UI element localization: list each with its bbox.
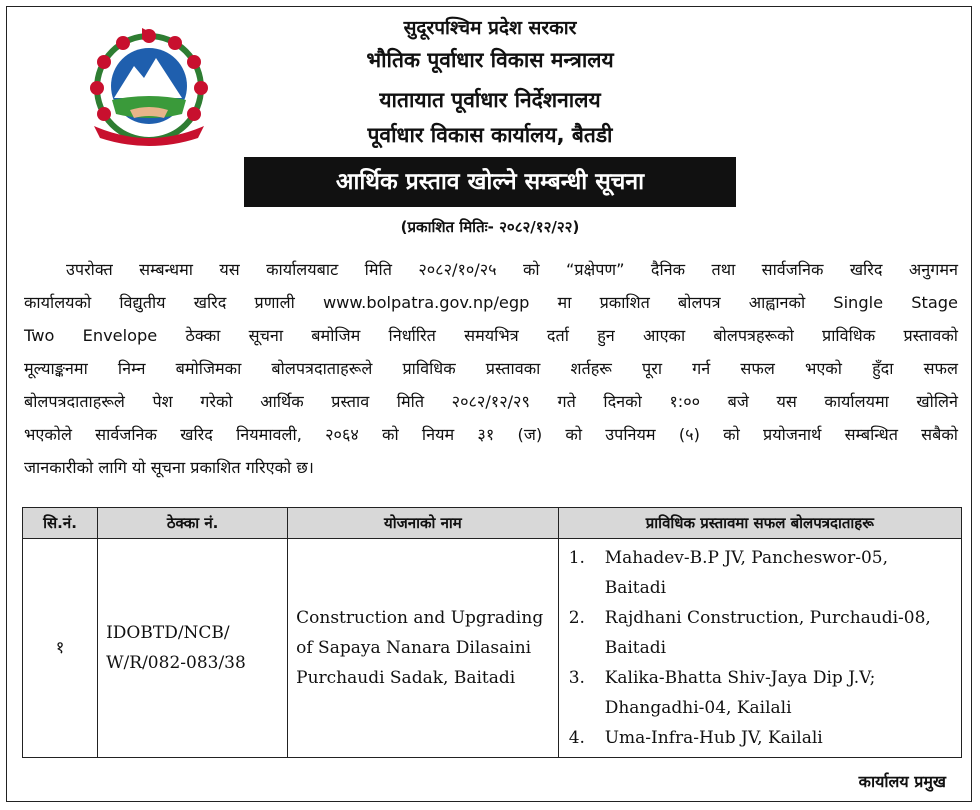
body-line: भएकोले सार्वजनिक खरिद नियमावली, २०६४ को नियम ३१ (ज) को उपनियम (५) को प्रयोजनार्थ सम्बन्धित सबैको: [24, 425, 958, 444]
notice-title: आर्थिक प्रस्ताव खोल्ने सम्बन्धी सूचना: [244, 157, 736, 207]
list-item: [568, 723, 953, 753]
bidder-number: 1.: [568, 548, 585, 568]
list-item: [568, 663, 953, 723]
table-header-row: [23, 508, 962, 539]
notice-body: [24, 253, 958, 484]
body-line: Two Envelope ठेक्का सूचना बमोजिम निर्धारित समयभित्र दर्ता हुन आएका बोलपत्रहरूको प्राविधिक प्रस्तावको: [24, 326, 958, 345]
header-directorate: यातायात पूर्वाधार निर्देशनालय: [379, 88, 601, 112]
list-item: [568, 603, 953, 663]
table-row: [23, 539, 962, 758]
list-item: [568, 543, 953, 603]
bidder-name: Uma-Infra-Hub JV, Kailali: [604, 728, 823, 748]
cell-sn: १: [23, 539, 98, 758]
bidder-table: [22, 507, 962, 758]
cell-bidders: [558, 539, 961, 758]
body-line: बोलपत्रदाताहरूले पेश गरेको आर्थिक प्रस्ताव मिति २०८२/१२/२९ गते दिनको १:०० बजे यस कार्यालयमा खोलिने: [24, 392, 958, 411]
bidder-number: 2.: [568, 608, 585, 628]
col-header-contract: ठेक्का नं.: [98, 508, 288, 539]
bidder-number: 3.: [568, 668, 585, 688]
col-header-bidders: प्राविधिक प्रस्तावमा सफल बोलपत्रदाताहरू: [558, 508, 961, 539]
cell-project-name: Construction and Upgrading of Sapaya Nanara Dilasaini Purchaudi Sadak, Baitadi: [288, 539, 559, 758]
bidder-name: Kalika-Bhatta Shiv-Jaya Dip J.V; Dhangadhi-04, Kailali: [604, 668, 876, 718]
header-government: सुदूरपश्चिम प्रदेश सरकार: [403, 17, 577, 39]
bidder-name: Mahadev-B.P JV, Pancheswor-05, Baitadi: [604, 548, 888, 598]
header-office: पूर्वाधार विकास कार्यालय, बैतडी: [367, 123, 613, 147]
bidder-name: Rajdhani Construction, Purchaudi-08, Baitadi: [604, 608, 931, 658]
col-header-sn: सि.नं.: [23, 508, 98, 539]
header-ministry: भौतिक पूर्वाधार विकास मन्त्रालय: [366, 48, 614, 72]
col-header-project: योजनाको नाम: [288, 508, 559, 539]
bidder-list: [567, 543, 953, 753]
body-line: जानकारीको लागि यो सूचना प्रकाशित गरिएको छ।: [24, 458, 314, 477]
published-date: (प्रकाशित मितिः- २०८२/१२/२२): [400, 218, 580, 236]
body-line: मूल्याङ्कनमा निम्न बमोजिमका बोलपत्रदाताहरूले प्राविधिक प्रस्तावका शर्तहरू पूरा गर्न सफल भएको हुँदा सफल: [24, 359, 958, 378]
cell-contract-no: [98, 539, 288, 758]
bidder-number: 4.: [568, 728, 585, 748]
body-line: कार्यालयको विद्युतीय खरिद प्रणाली www.bolpatra.gov.np/egp मा प्रकाशित बोलपत्र आह्वानको Single Stage: [24, 293, 958, 312]
contract-number: IDOBTD/NCB/ W/R/082-083/38: [106, 623, 246, 673]
body-line: उपरोक्त सम्बन्धमा यस कार्यालयबाट मिति २०८२/१०/२५ को “प्रक्षेपण” दैनिक तथा सार्वजनिक खरिद अनुगमन: [66, 260, 958, 279]
signoff-office-chief: कार्यालय प्रमुख: [858, 772, 946, 791]
